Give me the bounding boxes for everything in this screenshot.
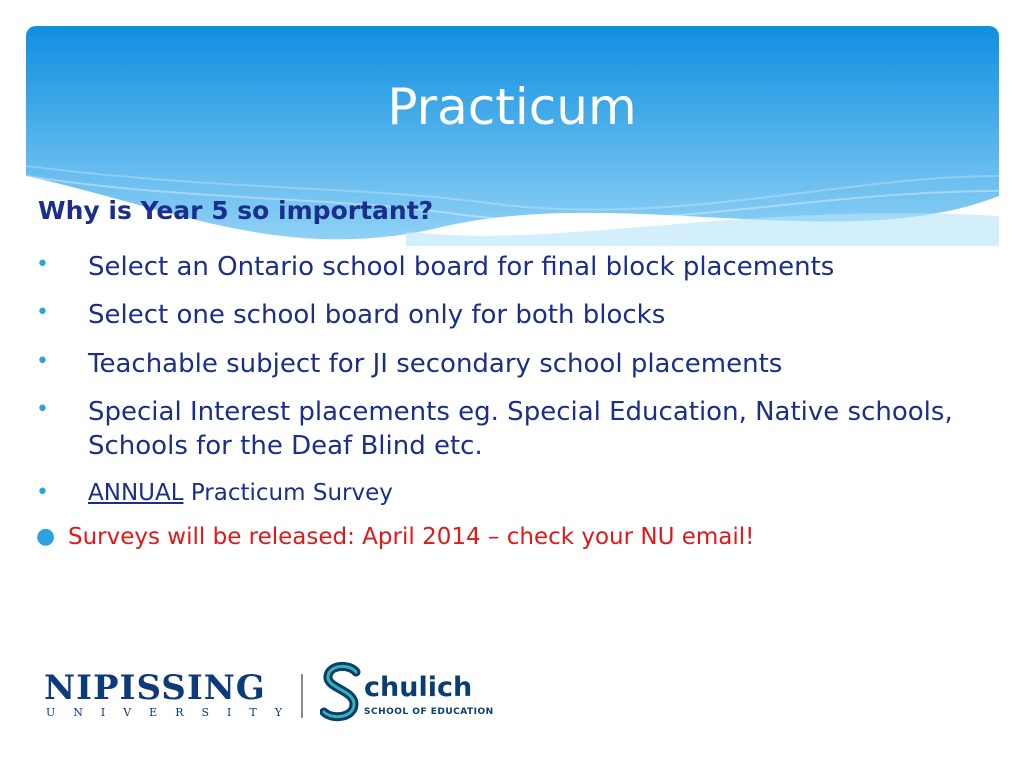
bullet-icon: • <box>36 348 49 374</box>
annual-label: ANNUAL <box>88 479 184 506</box>
alert-text: Surveys will be released: April 2014 – check your NU email! <box>68 523 755 550</box>
logo-divider <box>301 674 303 718</box>
bullet-icon: • <box>36 300 49 326</box>
bullet-icon: • <box>36 252 49 277</box>
bullet-text: Select an Ontario school board for final block placements <box>88 252 835 282</box>
nipissing-logo-text: NIPISSING <box>44 668 266 708</box>
bullet-item-annual <box>36 478 966 508</box>
bullet-icon: ● <box>36 523 56 549</box>
nipissing-logo-subtext: UNIVERSITY <box>46 706 300 719</box>
slide-subtitle: Why is Year 5 so important? <box>38 196 434 225</box>
bullet-item <box>36 347 966 381</box>
schulich-s-icon <box>320 662 364 724</box>
footer-logos <box>44 662 544 726</box>
bullet-icon: • <box>36 396 49 422</box>
bullet-item <box>36 250 966 284</box>
bullet-text: Special Interest placements eg. Special Education, Native schools, Schools for the Deaf Blind etc. <box>88 396 953 462</box>
bullet-icon: • <box>36 479 49 505</box>
bullet-text: Teachable subject for JI secondary school placements <box>88 348 783 379</box>
slide-title: Practicum <box>387 78 637 136</box>
bullet-item <box>36 298 966 332</box>
alert-bullet <box>36 522 966 552</box>
bullet-text: Select one school board only for both blocks <box>88 300 666 331</box>
annual-text: Practicum Survey <box>183 479 393 506</box>
schulich-logo-text: chulich <box>364 672 473 703</box>
schulich-logo-subtext: SCHOOL OF EDUCATION <box>364 707 494 717</box>
bullet-item <box>36 395 966 464</box>
bullet-list <box>36 250 966 566</box>
